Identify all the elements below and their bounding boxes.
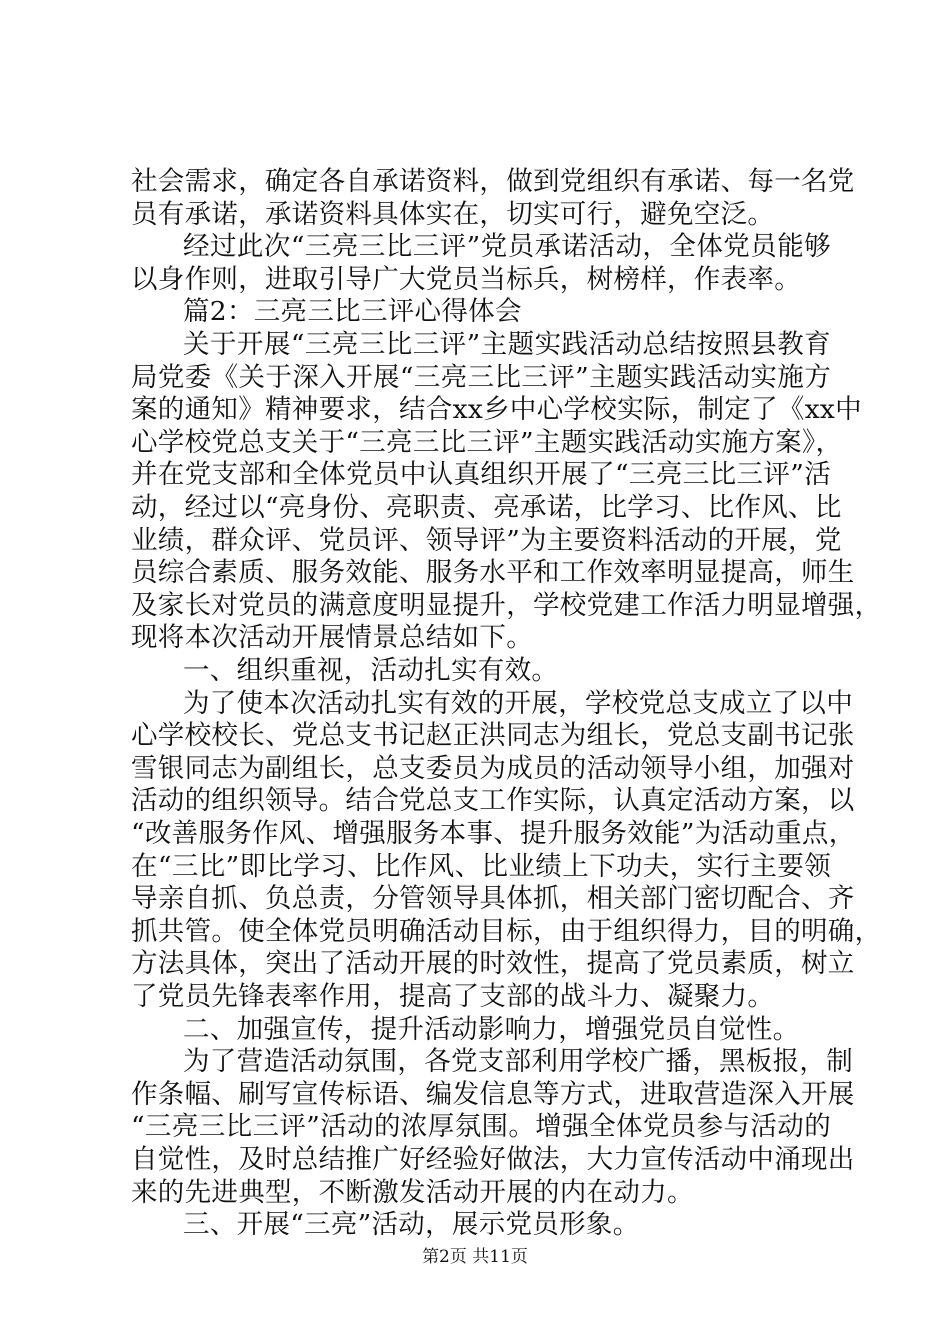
text-line: 社会需求，确定各自承诺资料，做到党组织有承诺、每一名党 <box>131 166 855 197</box>
text-line: 经过此次“三亮三比三评”党员承诺活动，全体党员能够 <box>183 231 831 262</box>
text-line: 员有承诺，承诺资料具体实在，切实可行，避免空泛。 <box>131 199 775 230</box>
text-line: 为了使本次活动扎实有效的开展，学校党总支成立了以中 <box>183 688 853 719</box>
text-line: “三亮三比三评”活动的浓厚氛围。增强全体党员参与活动的 <box>131 1111 831 1142</box>
text-line: 自觉性，及时总结推广好经验好做法，大力宣传活动中涌现出 <box>131 1144 855 1175</box>
text-line: 以身作则，进取引导广大党员当标兵，树榜样，作表率。 <box>131 264 801 295</box>
text-line: 动，经过以“亮身份、亮职责、亮承诺，比学习、比作风、比 <box>131 492 842 523</box>
text-line: “改善服务作风、增强服务本事、提升服务效能”为活动重点， <box>131 818 856 849</box>
text-line: 员综合素质、服务效能、服务水平和工作效率明显提高，师生 <box>131 557 855 588</box>
text-line: 局党委《关于深入开展“三亮三比三评”主题实践活动实施方 <box>131 362 831 393</box>
text-line: 并在党支部和全体党员中认真组织开展了“三亮三比三评”活 <box>131 459 831 490</box>
text-line: 作条幅、刷写宣传标语、编发信息等方式，进取营造深入开展 <box>131 1079 855 1110</box>
text-line: 方法具体，突出了活动开展的时效性，提高了党员素质，树立 <box>131 948 855 979</box>
section-heading: 二、加强宣传，提升活动影响力，增强党员自觉性。 <box>183 1014 800 1045</box>
text-line: 在“三比”即比学习、比作风、比业绩上下功夫，实行主要领 <box>131 851 831 882</box>
text-line: 抓共管。使全体党员明确活动目标，由于组织得力，目的明确， <box>131 916 882 947</box>
text-line: 导亲自抓、负总责，分管领导具体抓，相关部门密切配合、齐 <box>131 883 855 914</box>
text-line: 为了营造活动氛围，各党支部利用学校广播，黑板报，制 <box>183 1046 853 1077</box>
section-heading: 三、开展“三亮”活动，展示党员形象。 <box>183 1209 640 1240</box>
section-heading: 篇2：三亮三比三评心得体会 <box>183 296 522 327</box>
text-line: 案的通知》精神要求，结合xx乡中心学校实际，制定了《xx中 <box>131 394 862 425</box>
section-heading: 一、组织重视，活动扎实有效。 <box>183 655 559 686</box>
text-line: 雪银同志为副组长，总支委员为成员的活动领导小组，加强对 <box>131 753 855 784</box>
text-line: 心学校党总支关于“三亮三比三评”主题实践活动实施方案》， <box>131 427 843 458</box>
text-line: 及家长对党员的满意度明显提升，学校党建工作活力明显增强， <box>131 590 882 621</box>
text-line: 关于开展“三亮三比三评”主题实践活动总结按照县教育 <box>183 329 831 360</box>
page-number: 第2页 共11页 <box>422 1247 528 1267</box>
text-line: 现将本次活动开展情景总结如下。 <box>131 622 533 653</box>
text-line: 来的先进典型，不断激发活动开展的内在动力。 <box>131 1177 694 1208</box>
text-line: 了党员先锋表率作用，提高了支部的战斗力、凝聚力。 <box>131 981 775 1012</box>
text-line: 业绩，群众评、党员评、领导评”为主要资料活动的开展，党 <box>131 525 842 556</box>
text-line: 心学校校长、党总支书记赵正洪同志为组长，党总支副书记张 <box>131 720 855 751</box>
text-line: 活动的组织领导。结合党总支工作实际，认真定活动方案，以 <box>131 785 855 816</box>
